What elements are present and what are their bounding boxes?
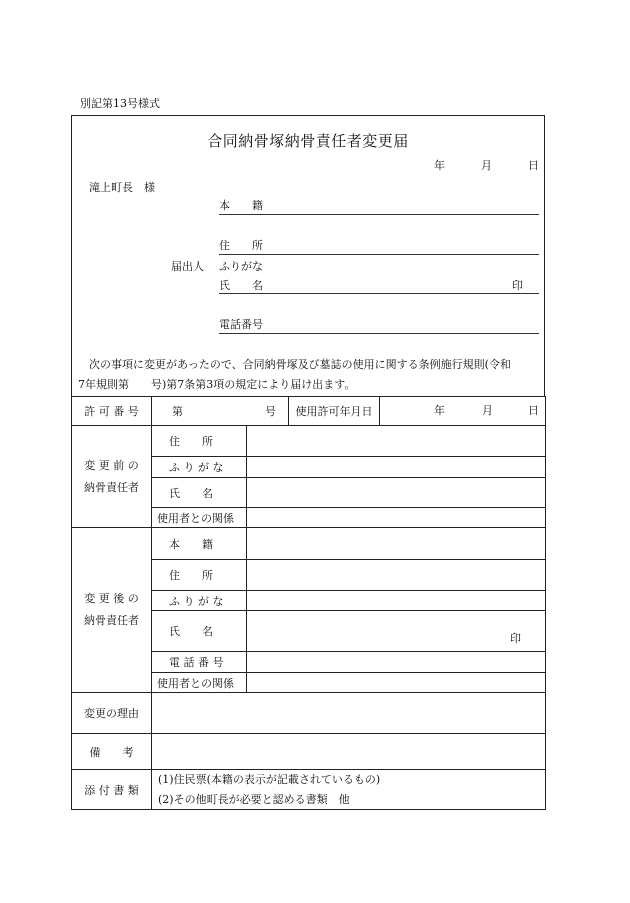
after-tel-field[interactable] bbox=[247, 652, 546, 673]
statement-line-1: 次の事項に変更があったので、合同納骨塚及び墓誌の使用に関する条例施行規則(令和 bbox=[89, 358, 511, 371]
after-seal: 印 bbox=[510, 632, 521, 645]
after-relation-field[interactable] bbox=[247, 673, 546, 693]
permit-date-cell[interactable] bbox=[380, 397, 546, 426]
before-relation-field[interactable] bbox=[247, 508, 546, 528]
permit-dai: 第 bbox=[172, 405, 183, 418]
before-section-label bbox=[72, 426, 152, 528]
applicant-tel-line[interactable] bbox=[219, 333, 539, 334]
form-title: 合同納骨塚納骨責任者変更届 bbox=[207, 132, 409, 150]
before-jusho-field[interactable] bbox=[247, 426, 546, 457]
after-jusho-label: 住 所 bbox=[152, 560, 247, 591]
remarks-field[interactable] bbox=[152, 734, 546, 770]
applicant-shimei-line[interactable] bbox=[219, 293, 539, 294]
after-honseki-field[interactable] bbox=[247, 528, 546, 560]
statement-line-2: 7年規則第 号)第7条第3項の規定により届け出ます。 bbox=[78, 378, 356, 391]
before-shimei-field[interactable] bbox=[247, 478, 546, 508]
addressee: 滝上町長 様 bbox=[89, 181, 155, 194]
applicant-honseki-label: 本 籍 bbox=[219, 199, 263, 212]
applicant-label: 届出人 bbox=[171, 260, 204, 273]
after-shimei-label: 氏 名 bbox=[152, 611, 247, 652]
permit-year: 年 bbox=[434, 404, 445, 417]
attachments-row bbox=[72, 770, 546, 810]
after-jusho-field[interactable] bbox=[247, 560, 546, 591]
before-relation-label: 使用者との関係 bbox=[152, 508, 247, 528]
permit-go: 号 bbox=[265, 405, 276, 418]
attachment-item-1: (1)住民票(本籍の表示が記載されているもの) bbox=[158, 773, 381, 787]
remarks-row bbox=[72, 734, 546, 770]
applicant-furigana-label: ふりがな bbox=[219, 260, 263, 273]
form-header-section bbox=[71, 115, 545, 396]
reason-label: 変更の理由 bbox=[72, 693, 152, 734]
before-jusho-label: 住 所 bbox=[152, 426, 247, 457]
before-furigana-label: ふ り が な bbox=[152, 457, 247, 478]
after-furigana-field[interactable] bbox=[247, 591, 546, 611]
after-shimei-field[interactable] bbox=[247, 611, 546, 652]
before-furigana-field[interactable] bbox=[247, 457, 546, 478]
form-table bbox=[71, 396, 546, 810]
remarks-label: 備 考 bbox=[72, 734, 152, 770]
permit-date-label: 使用許可年月日 bbox=[289, 397, 380, 426]
reason-row bbox=[72, 693, 546, 734]
reason-field[interactable] bbox=[152, 693, 546, 734]
form-number: 別記第13号様式 bbox=[80, 97, 160, 110]
before-shimei-label: 氏 名 bbox=[152, 478, 247, 508]
after-section-label bbox=[72, 528, 152, 693]
applicant-seal: 印 bbox=[512, 279, 523, 292]
before-label-line-2: 納骨責任者 bbox=[84, 480, 139, 494]
permit-day: 日 bbox=[528, 404, 539, 417]
after-honseki-row bbox=[72, 528, 546, 560]
after-label-line-1: 変 更 後 の bbox=[84, 592, 139, 605]
date-day: 日 bbox=[528, 159, 539, 172]
applicant-tel-label: 電話番号 bbox=[219, 318, 263, 331]
permit-label: 許 可 番 号 bbox=[72, 397, 152, 426]
after-furigana-label: ふ り が な bbox=[152, 591, 247, 611]
after-tel-label: 電 話 番 号 bbox=[152, 652, 247, 673]
attachments-label: 添 付 書 類 bbox=[72, 770, 152, 810]
after-honseki-label: 本 籍 bbox=[152, 528, 247, 560]
before-label-line-1: 変 更 前 の bbox=[84, 458, 139, 472]
date-month: 月 bbox=[481, 159, 492, 172]
applicant-shimei-label: 氏 名 bbox=[219, 279, 263, 292]
attachments-list bbox=[152, 770, 546, 810]
permit-row bbox=[72, 397, 546, 426]
date-year: 年 bbox=[434, 159, 445, 172]
after-relation-label: 使用者との関係 bbox=[152, 673, 247, 693]
before-jusho-row bbox=[72, 426, 546, 457]
applicant-jusho-label: 住 所 bbox=[219, 239, 263, 252]
applicant-honseki-line[interactable] bbox=[219, 214, 539, 215]
applicant-jusho-line[interactable] bbox=[219, 254, 539, 255]
permit-number-cell[interactable] bbox=[152, 397, 289, 426]
after-label-line-2: 納骨責任者 bbox=[84, 614, 139, 627]
attachment-item-2: (2)その他町長が必要と認める書類 他 bbox=[158, 792, 350, 806]
permit-month: 月 bbox=[482, 404, 493, 417]
